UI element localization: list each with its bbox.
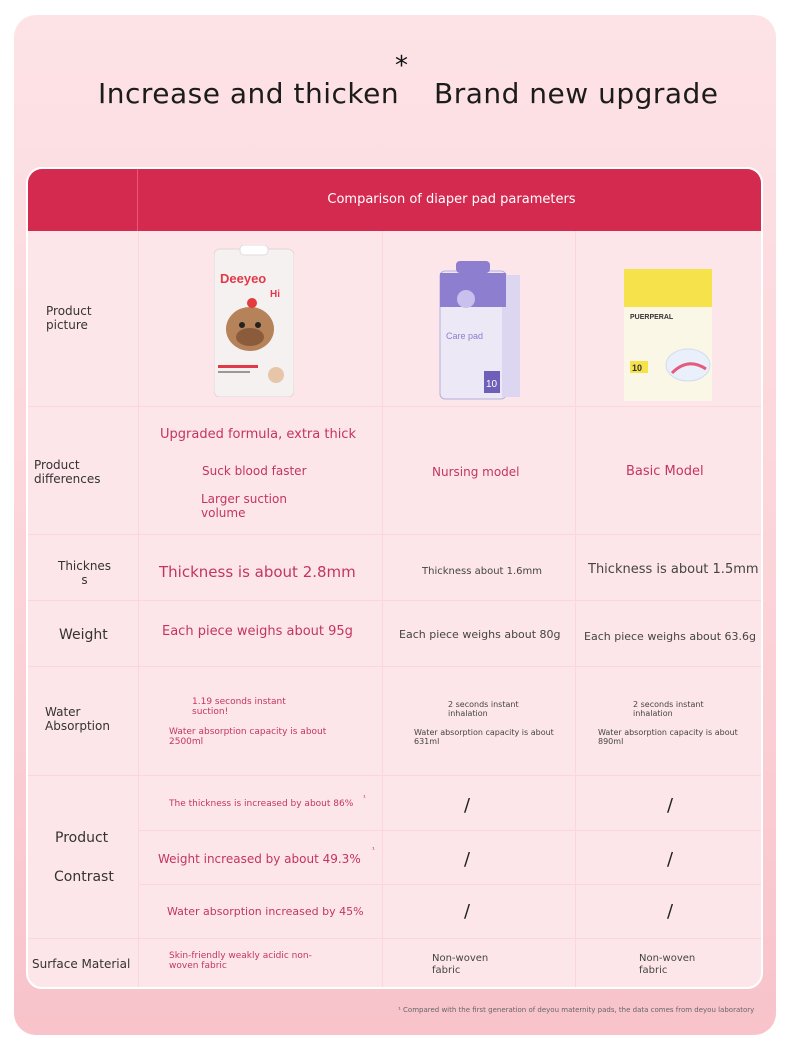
row-label-contrast-1: Product [55,830,109,846]
product-c-count: 10 [632,363,643,373]
surface-b: Non-woven fabric [432,953,489,976]
diff-a-3: Larger suction volume [201,492,287,520]
row-label-water: Water Absorption [45,705,110,733]
comparison-table [26,167,763,989]
weight-b: Each piece weighs about 80g [399,628,561,641]
surface-a: Skin-friendly weakly acidic non- woven fabric [169,951,312,971]
product-b-picture [436,261,524,401]
weight-a: Each piece weighs about 95g [162,624,353,639]
product-b-label: Care pad [446,331,484,341]
row-label-picture: Product picture [46,304,92,332]
contrast-b-3: / [464,901,471,922]
contrast-row-2: Weight increased by about 49.3% [158,852,361,866]
footnote: ¹ Compared with the first generation of deyou maternity pads, the data comes from deyou laboratory [398,1006,755,1014]
table-header [28,169,763,231]
contrast-c-3: / [667,901,674,922]
contrast-b-2: / [464,849,471,870]
product-c-picture [622,269,714,403]
contrast-b-1: / [464,795,471,816]
row-label-differences: Product differences [34,458,101,486]
water-c-2: Water absorption capacity is about 890ml [598,728,738,746]
row-label-thickness: Thicknes s [58,559,112,587]
water-a-1: 1.19 seconds instant suction! [192,697,286,717]
contrast-c-1: / [667,795,674,816]
row-label-surface: Surface Material [32,957,131,971]
contrast-row-3: Water absorption increased by 45% [167,905,364,918]
contrast-c-2: / [667,849,674,870]
weight-c: Each piece weighs about 63.6g [584,630,757,643]
row-label-weight: Weight [59,627,108,643]
product-a-picture [214,245,294,397]
water-b-1: 2 seconds instant inhalation [448,700,519,718]
product-c-label: PUERPERAL [630,314,674,321]
water-a-2: Water absorption capacity is about 2500ml [169,727,327,747]
surface-c: Non-woven fabric [639,953,696,976]
thickness-a: Thickness is about 2.8mm [159,563,356,581]
star-mark: * [395,51,408,81]
contrast-mark-2: ¹ [372,846,375,854]
row-label-contrast-2: Contrast [54,869,114,885]
thickness-c: Thickness is about 1.5mm [588,562,759,577]
water-b-2: Water absorption capacity is about 631ml [414,728,554,746]
thickness-b: Thickness about 1.6mm [422,566,543,577]
product-a-badge: Hi [270,289,280,300]
background-card [14,15,776,1035]
water-c-1: 2 seconds instant inhalation [633,700,704,718]
diff-a-1: Upgraded formula, extra thick [160,427,356,442]
headline-right: Brand new upgrade [434,77,719,110]
diff-a-2: Suck blood faster [202,464,307,478]
diff-b: Nursing model [432,465,520,479]
headline-left: Increase and thicken [98,77,400,110]
contrast-row-1: The thickness is increased by about 86% [169,799,354,809]
diff-c: Basic Model [626,464,704,479]
contrast-mark-1: ¹ [363,794,366,802]
table-title: Comparison of diaper pad parameters [327,192,576,207]
product-a-brand: Deeyeo [220,271,267,286]
product-b-count: 10 [486,379,498,390]
